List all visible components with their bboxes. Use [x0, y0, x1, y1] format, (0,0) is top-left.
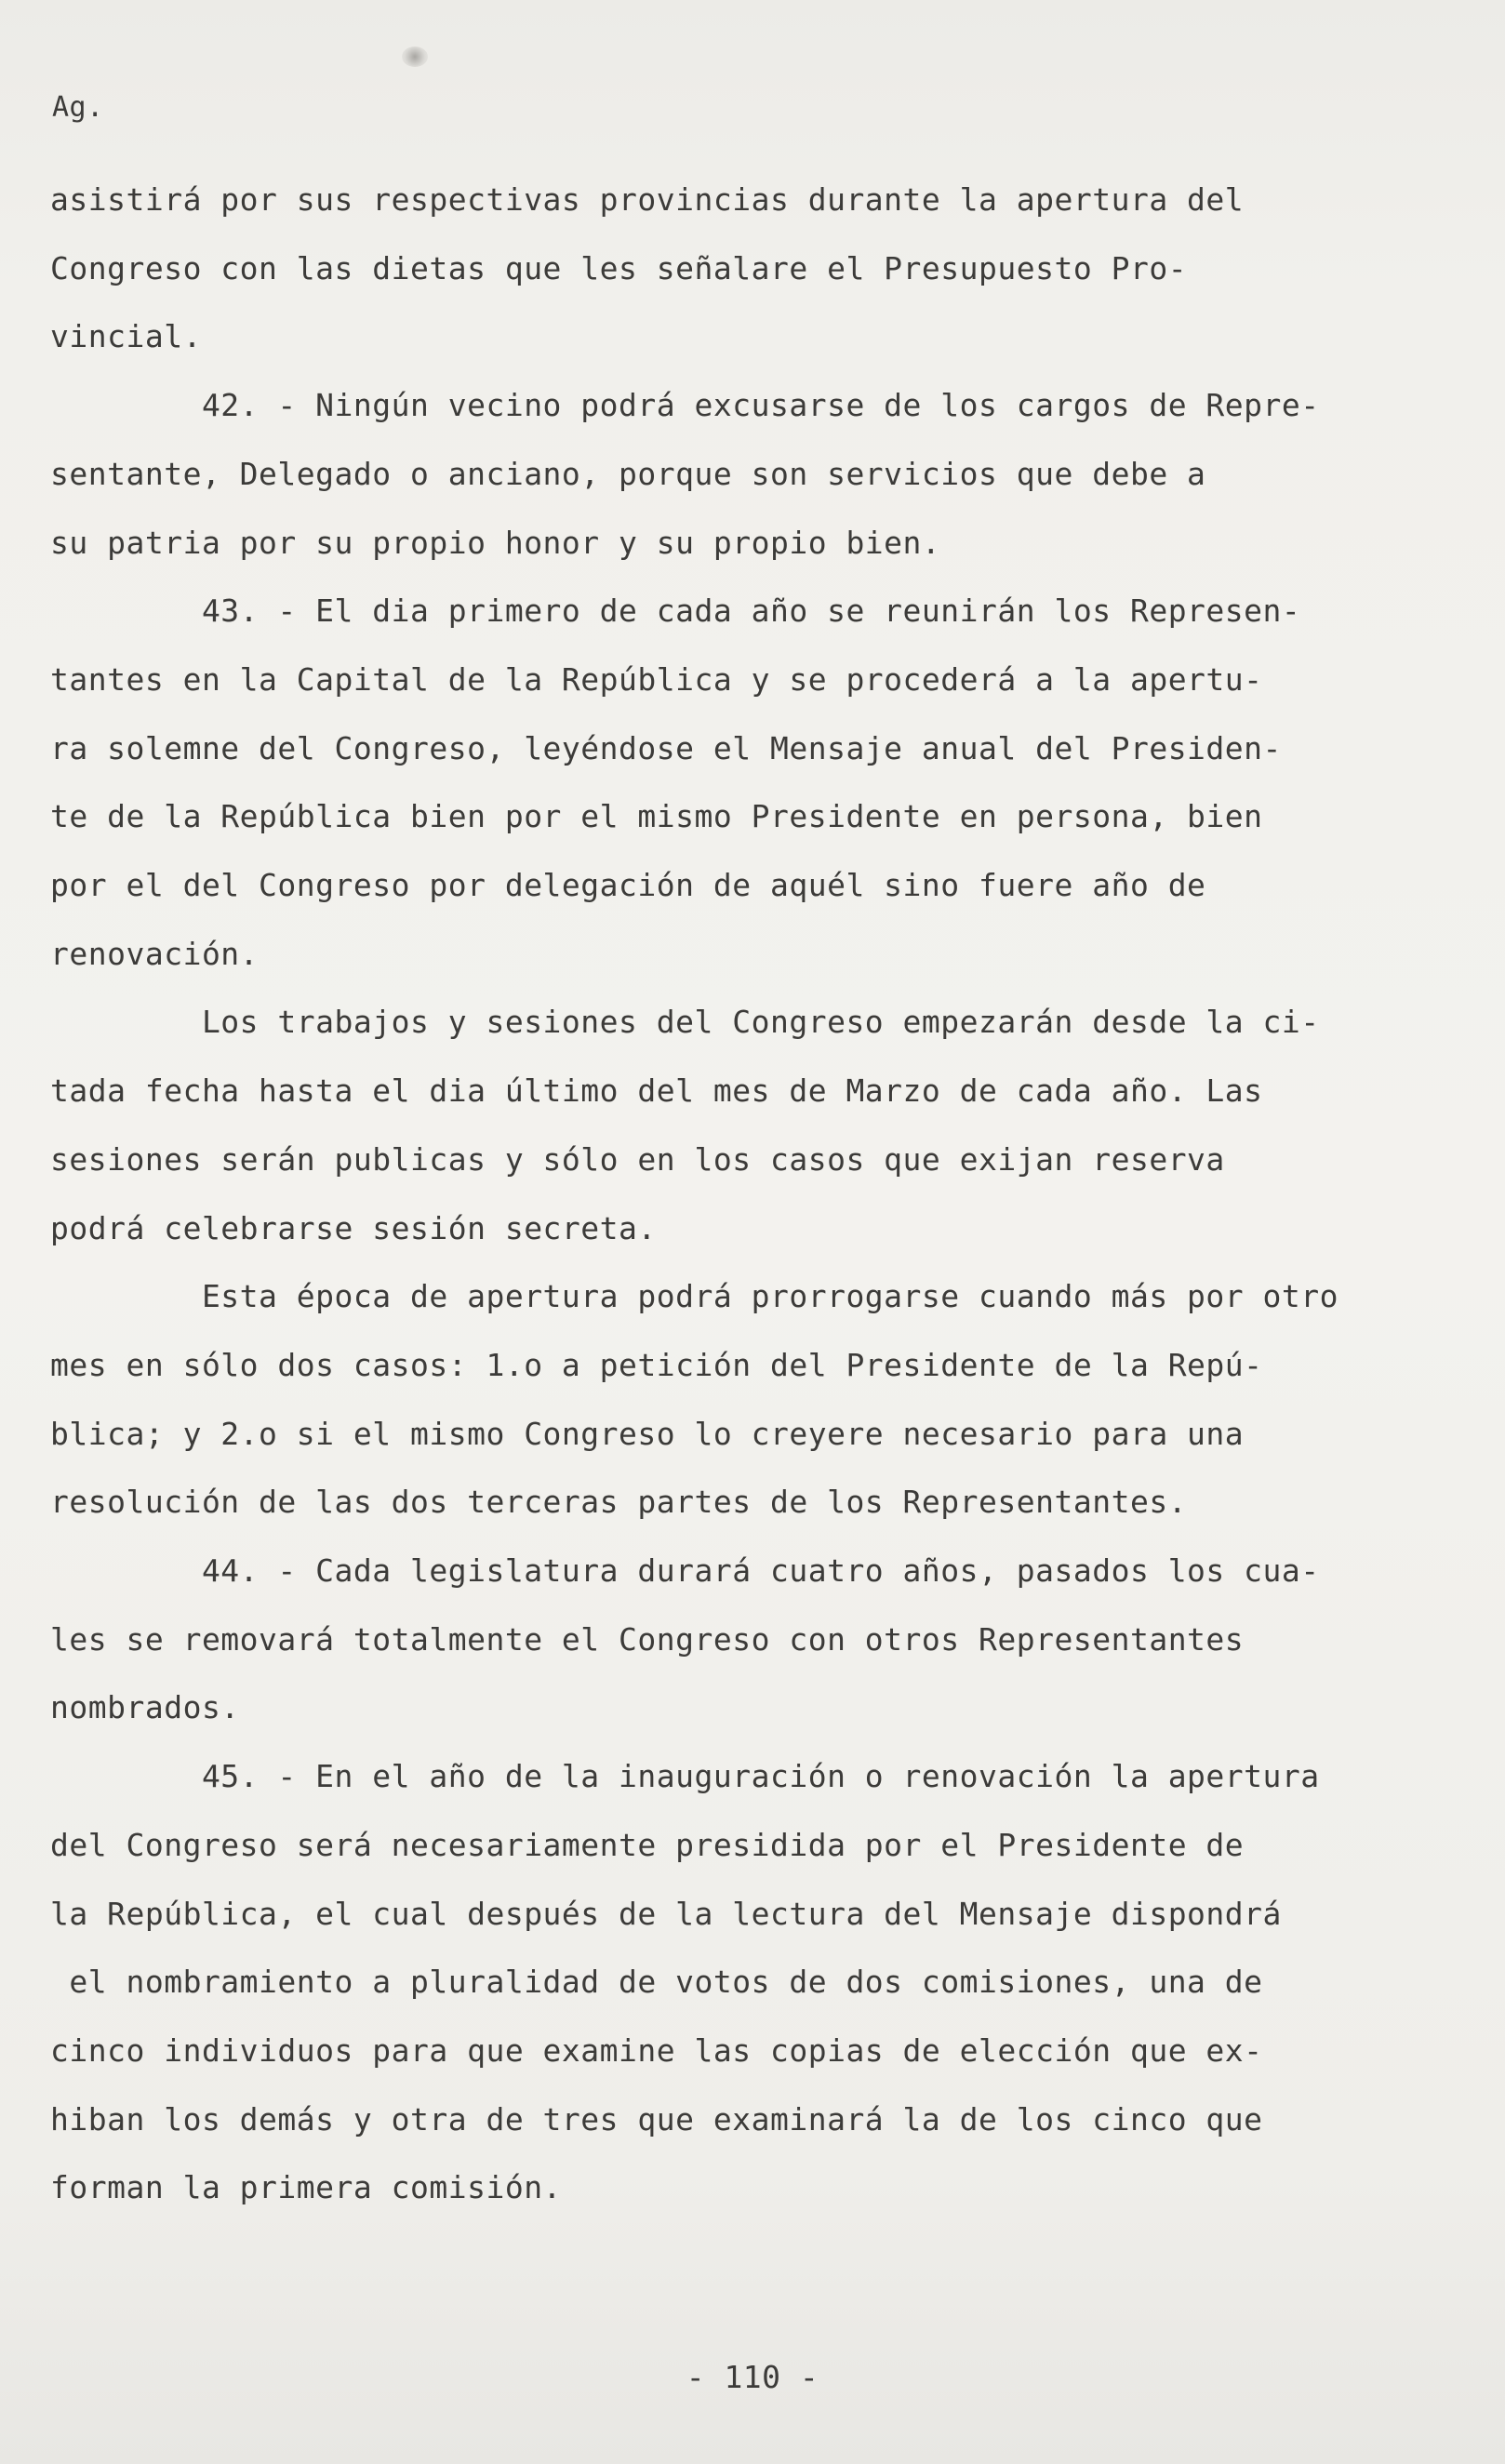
- text-line: Esta época de apertura podrá prorrogarse cuando más por otro: [50, 1278, 1339, 1315]
- scan-smudge: [402, 47, 428, 67]
- text-line: nombrados.: [50, 1689, 240, 1726]
- text-line: Congreso con las dietas que les señalare el Presupuesto Pro-: [50, 249, 1188, 286]
- text-line: cinco individuos para que examine las copias de elección que ex-: [50, 2031, 1263, 2069]
- text-line: resolución de las dos terceras partes de los Representantes.: [50, 1484, 1188, 1521]
- text-line: te de la República bien por el mismo Presidente en persona, bien: [50, 798, 1263, 835]
- text-line: podrá celebrarse sesión secreta.: [50, 1209, 657, 1246]
- text-line: hiban los demás y otra de tres que examinará la de los cinco que: [50, 2100, 1263, 2138]
- header-reference: Ag.: [52, 91, 104, 124]
- text-line: renovación.: [50, 935, 260, 972]
- text-line: vincial.: [50, 318, 202, 355]
- text-line: 43. - El dia primero de cada año se reunirán los Represen-: [50, 593, 1301, 630]
- text-line: del Congreso será necesariamente presidida por el Presidente de: [50, 1826, 1245, 1863]
- text-line: el nombramiento a pluralidad de votos de dos comisiones, una de: [50, 1964, 1263, 2001]
- text-line: 44. - Cada legislatura durará cuatro años, pasados los cua-: [50, 1552, 1320, 1590]
- text-line: 45. - En el año de la inauguración o renovación la apertura: [50, 1758, 1320, 1795]
- text-line: Los trabajos y sesiones del Congreso empezarán desde la ci-: [50, 1004, 1320, 1041]
- text-line: mes en sólo dos casos: 1.o a petición del Presidente de la Repú-: [50, 1346, 1263, 1383]
- text-line: su patria por su propio honor y su propio bien.: [50, 524, 941, 561]
- text-line: por el del Congreso por delegación de aquél sino fuere año de: [50, 867, 1206, 904]
- text-line: les se removará totalmente el Congreso con otros Representantes: [50, 1620, 1245, 1658]
- text-line: ra solemne del Congreso, leyéndose el Mensaje anual del Presiden-: [50, 729, 1282, 766]
- text-line: asistirá por sus respectivas provincias durante la apertura del: [50, 181, 1245, 218]
- text-line: blica; y 2.o si el mismo Congreso lo creyere necesario para una: [50, 1415, 1245, 1452]
- text-line: sentante, Delegado o anciano, porque son servicios que debe a: [50, 455, 1206, 492]
- text-line: la República, el cual después de la lectura del Mensaje dispondrá: [50, 1895, 1282, 1932]
- text-line: sesiones serán publicas y sólo en los casos que exijan reserva: [50, 1140, 1225, 1178]
- text-line: 42. - Ningún vecino podrá excusarse de los cargos de Repre-: [50, 387, 1320, 424]
- page-number: - 110 -: [686, 2359, 819, 2395]
- document-body: [50, 166, 1445, 2222]
- text-line: forman la primera comisión.: [50, 2169, 562, 2206]
- text-line: tada fecha hasta el dia último del mes de Marzo de cada año. Las: [50, 1072, 1263, 1110]
- text-line: tantes en la Capital de la República y se procederá a la apertu-: [50, 660, 1263, 698]
